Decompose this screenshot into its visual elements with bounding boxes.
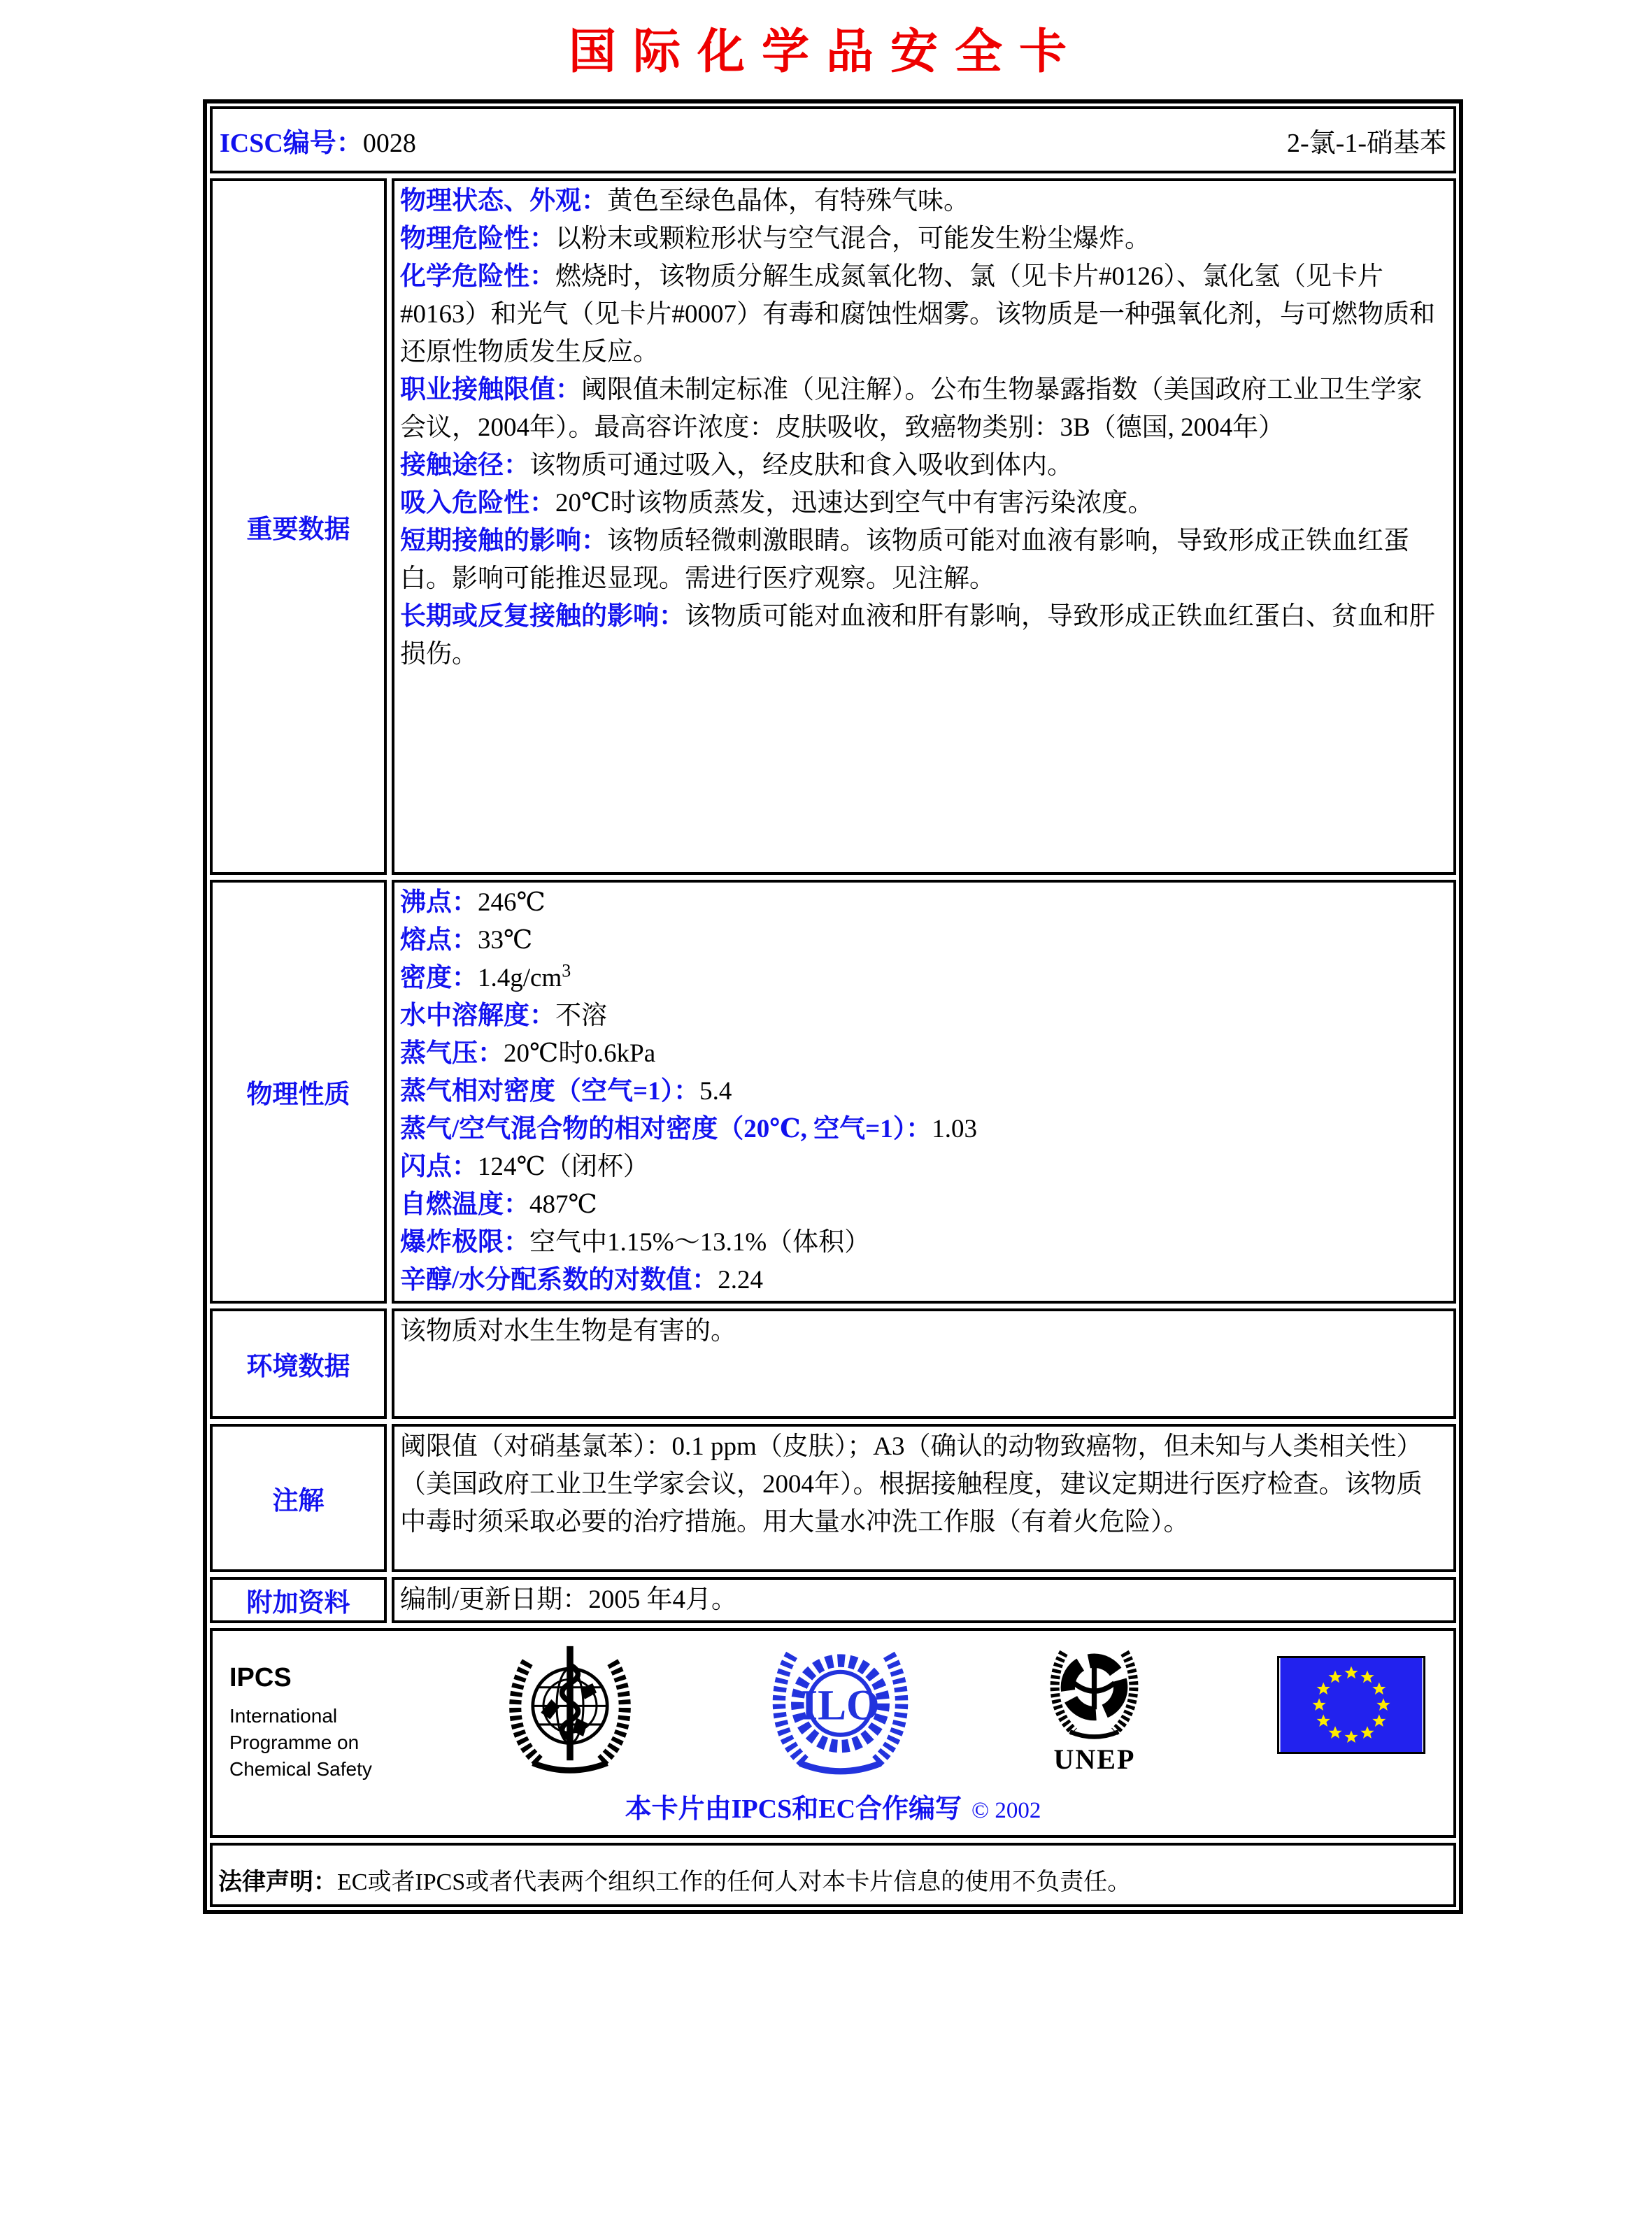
logos-row [210, 1628, 1456, 1838]
property-label: 辛醇/水分配系数的对数值： [400, 1266, 718, 1294]
property-label: 闪点： [400, 1153, 478, 1181]
section-environmental-data [210, 1308, 1456, 1419]
property-label: 蒸气/空气混合物的相对密度（20℃, 空气=1）： [400, 1115, 932, 1143]
property-label: 自燃温度： [400, 1190, 529, 1219]
copyright-text: © 2002 [971, 1798, 1041, 1823]
property-value: 黄色至绿色晶体，有特殊气味。 [607, 187, 969, 215]
svg-text:ILO: ILO [801, 1681, 880, 1729]
property-row [400, 371, 1448, 447]
property-row [400, 1148, 1448, 1186]
property-value: 该物质轻微刺激眼睛。该物质可能对血液有影响，导致形成正铁血红蛋白。影响可能推迟显现。需进行医疗观察。见注解。 [400, 527, 1409, 593]
icsc-card-table [203, 99, 1463, 1914]
property-row [400, 1186, 1448, 1224]
section-label-important: 重要数据 [210, 178, 387, 875]
physical-properties-content [392, 880, 1456, 1304]
property-value: 5.4 [699, 1077, 732, 1106]
property-value: 1.4g/cm [478, 964, 562, 992]
legal-notice-label: 法律声明： [218, 1869, 337, 1895]
chemical-name: 2-氯-1-硝基苯 [1287, 128, 1446, 158]
property-value: 该物质可通过吸入，经皮肤和食入吸收到体内。 [529, 451, 1073, 480]
property-row [400, 598, 1448, 673]
logo-strip [220, 1636, 1446, 1783]
legal-notice-text: EC或者IPCS或者代表两个组织工作的任何人对本卡片信息的使用不负责任。 [337, 1869, 1132, 1895]
property-label: 化学危险性： [400, 262, 555, 291]
header-cell [210, 106, 1456, 173]
ipcs-text-block [229, 1663, 372, 1783]
property-label: 密度： [400, 964, 478, 992]
legal-notice-row [210, 1843, 1456, 1907]
ilo-logo-icon [769, 1643, 912, 1778]
unep-logo-block [1044, 1643, 1145, 1776]
property-label: 短期接触的影响： [400, 527, 607, 555]
property-value: 不溶 [555, 1001, 607, 1030]
property-value: 487℃ [529, 1190, 597, 1219]
property-label: 职业接触限值： [400, 376, 581, 404]
ipcs-subtitle-line2: Programme on [229, 1732, 359, 1753]
section-label-additional: 附加资料 [210, 1577, 387, 1623]
property-label: 吸入危险性： [400, 489, 555, 518]
notes-content: 阈限值（对硝基氯苯）：0.1 ppm（皮肤）；A3（确认的动物致癌物，但未知与人类相关性）（美国政府工业卫生学家会议，2004年）。根据接触程度，建议定期进行医疗检查。该物质中毒时须采取必要的治疗措施。用大量水冲洗工作服（有着火危险）。 [392, 1424, 1456, 1572]
icsc-document-page [0, 14, 1652, 2226]
ipcs-name: IPCS [229, 1663, 292, 1692]
section-additional-info [210, 1577, 1456, 1623]
property-row [400, 447, 1448, 485]
property-row [400, 884, 1448, 922]
property-label: 熔点： [400, 926, 478, 955]
important-data-content [392, 178, 1456, 875]
property-value: 空气中1.15%～13.1%（体积） [529, 1228, 871, 1257]
who-logo-icon [504, 1643, 636, 1778]
property-row [400, 183, 1448, 220]
cooperation-caption-text: 本卡片由IPCS和EC合作编写 [625, 1795, 962, 1824]
property-label: 蒸气压： [400, 1039, 504, 1068]
environmental-data-content: 该物质对水生生物是有害的。 [392, 1308, 1456, 1419]
property-row [400, 485, 1448, 522]
page-title: 国际化学品安全卡 [568, 25, 1083, 78]
property-value: 阈限值未制定标准（见注解）。公布生物暴露指数（美国政府工业卫生学家会议，2004年）。最高容许浓度：皮肤吸收，致癌物类别：3B（德国, 2004年） [400, 376, 1423, 442]
property-value: 2.24 [718, 1266, 764, 1294]
ipcs-subtitle-line1: International [229, 1705, 338, 1727]
property-value: 以粉末或颗粒形状与空气混合，可能发生粉尘爆炸。 [555, 224, 1151, 253]
property-label: 物理危险性： [400, 224, 555, 253]
property-row [400, 522, 1448, 598]
property-row [400, 959, 1448, 997]
property-value: 246℃ [478, 888, 546, 917]
unep-wordmark: UNEP [1053, 1743, 1136, 1775]
ipcs-subtitle-line3: Chemical Safety [229, 1758, 372, 1780]
property-row [400, 1035, 1448, 1073]
icsc-number-value: 0028 [362, 128, 416, 158]
property-value: 燃烧时，该物质分解生成氮氧化物、氯（见卡片#0126）、氯化氢（见卡片#0163）和光气（见卡片#0007）有毒和腐蚀性烟雾。该物质是一种强氧化剂，与可燃物质和还原性物质发生反应。 [400, 262, 1435, 366]
property-value: 124℃（闭杯） [478, 1153, 649, 1181]
property-label: 爆炸极限： [400, 1228, 529, 1257]
logos-cell [210, 1628, 1456, 1838]
property-row [400, 1262, 1448, 1299]
section-label-environment: 环境数据 [210, 1308, 387, 1419]
legal-notice-cell [210, 1843, 1456, 1907]
property-row [400, 922, 1448, 959]
unep-logo-icon [1044, 1643, 1145, 1747]
property-value: 20℃时0.6kPa [504, 1039, 656, 1068]
property-label: 接触途径： [400, 451, 529, 480]
icsc-number-group [220, 121, 416, 159]
property-label: 水中溶解度： [400, 1001, 555, 1030]
property-row [400, 258, 1448, 371]
eu-flag-icon [1277, 1656, 1425, 1754]
section-notes [210, 1424, 1456, 1572]
property-label: 沸点： [400, 888, 478, 917]
property-value: 33℃ [478, 926, 533, 955]
property-label: 长期或反复接触的影响： [400, 602, 685, 631]
property-row [400, 1073, 1448, 1111]
additional-info-content: 编制/更新日期：2005 年4月。 [392, 1577, 1456, 1623]
property-row [400, 997, 1448, 1035]
icsc-number-label: ICSC编号： [220, 128, 363, 158]
section-important-data [210, 178, 1456, 875]
property-label: 物理状态、外观： [400, 187, 607, 215]
property-row [400, 1224, 1448, 1262]
property-row [400, 1111, 1448, 1148]
section-label-notes: 注解 [210, 1424, 387, 1572]
property-value: 该物质可能对血液和肝有影响，导致形成正铁血红蛋白、贫血和肝损伤。 [400, 602, 1435, 669]
property-value: 1.03 [932, 1115, 977, 1143]
density-superscript: 3 [562, 960, 571, 981]
property-row [400, 220, 1448, 258]
property-value: 20℃时该物质蒸发，迅速达到空气中有害污染浓度。 [555, 489, 1154, 518]
section-label-physical: 物理性质 [210, 880, 387, 1304]
section-physical-properties [210, 880, 1456, 1304]
property-label: 蒸气相对密度（空气=1）： [400, 1077, 700, 1106]
header-row [210, 106, 1456, 173]
cooperation-caption [220, 1787, 1446, 1825]
